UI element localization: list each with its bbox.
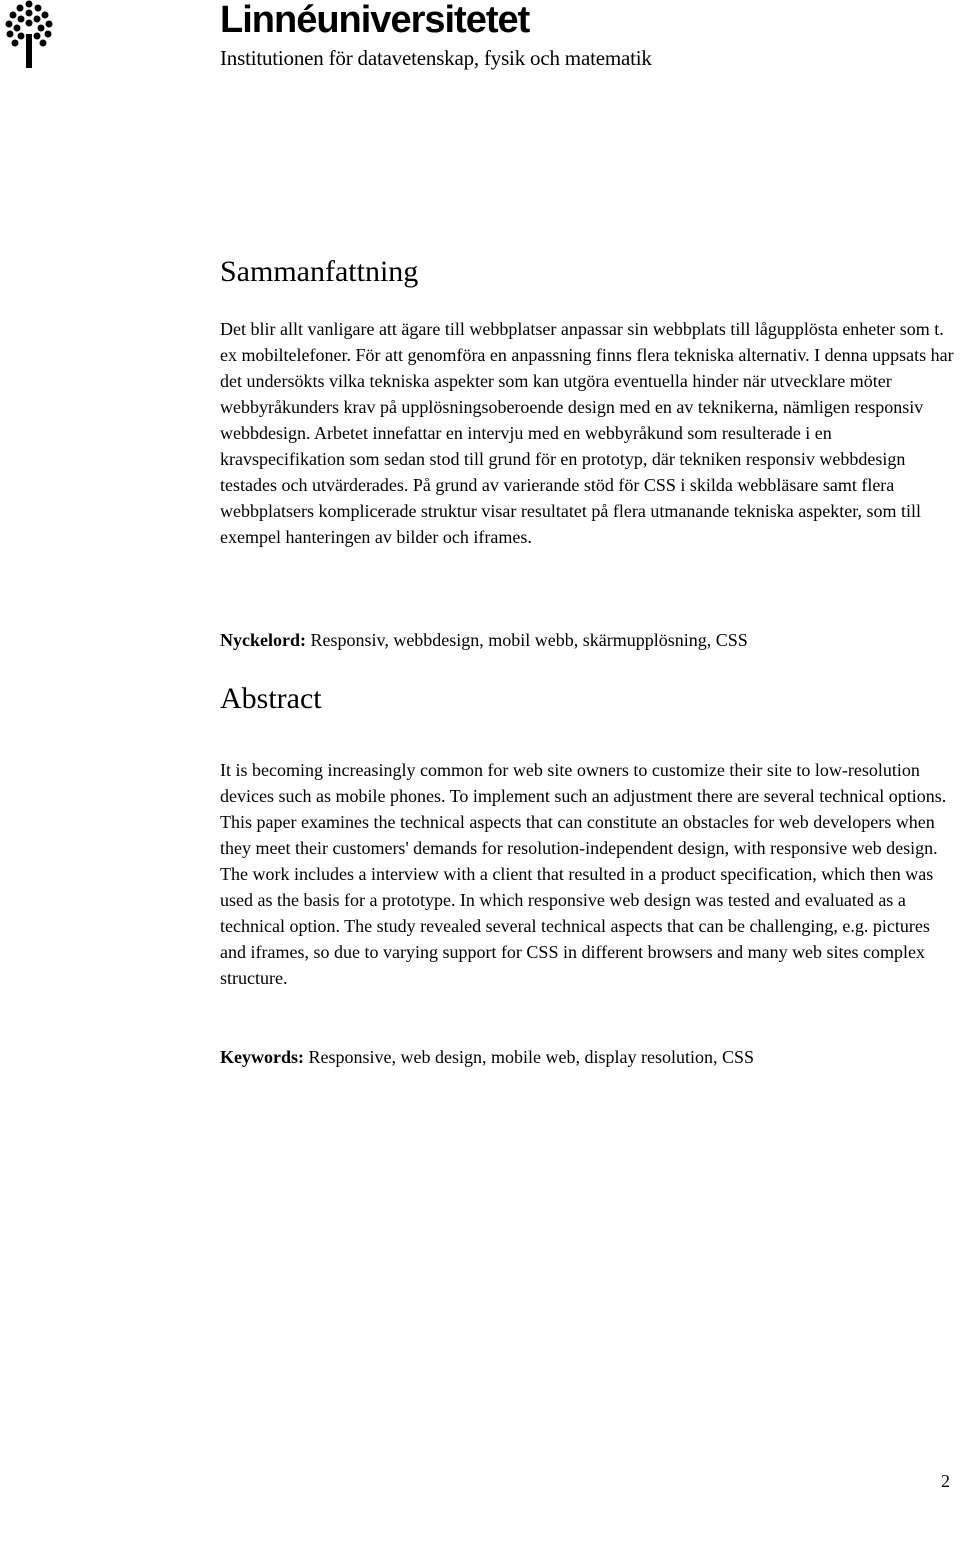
university-name: Linnéuniversitetet <box>220 0 530 41</box>
department-name: Institutionen för datavetenskap, fysik och matematik <box>220 46 652 70</box>
keywords-line <box>220 1044 754 1070</box>
nyckelord-line <box>220 627 748 653</box>
page-number: 2 <box>941 1471 950 1491</box>
university-logo-tree-icon <box>4 0 56 68</box>
keywords-label: Keywords: <box>220 1047 304 1067</box>
sammanfattning-body: Det blir allt vanligare att ägare till webbplatser anpassar sin webbplats till lågupplösta enheter som t. ex mobiltelefoner. För att genomföra en anpassning finns flera tekniska alternativ. I denna uppsats har det undersökts vilka tekniska aspekter som kan utgöra eventuella hinder när utvecklare möter webbyråkunders krav på upplösningsoberoende design med en av teknikerna, nämligen responsiv webbdesign. Arbetet innefattar en intervju med en webbyråkund som resulterade i en kravspecifikation som sedan stod till grund för en prototyp, där tekniken responsiv webbdesign testades och utvärderades. På grund av varierande stöd för CSS i skilda webbläsare samt flera webbplatsers komplicerade struktur visar resultatet på flera utmanande tekniska aspekter, som till exempel hanteringen av bilder och iframes. <box>220 319 954 547</box>
abstract-heading: Abstract <box>220 682 322 715</box>
keywords-values: Responsive, web design, mobile web, display resolution, CSS <box>308 1047 754 1067</box>
abstract-body: It is becoming increasingly common for web site owners to customize their site to low-resolution devices such as mobile phones. To implement such an adjustment there are several technical options. This paper examines the technical aspects that can constitute an obstacles for web developers when they meet their customers' demands for resolution-independent design, with responsive web design. The work includes a interview with a client that resulted in a product specification, which then was used as the basis for a prototype. In which responsive web design was tested and evaluated as a technical option. The study revealed several technical aspects that can be challenging, e.g. pictures and iframes, so due to varying support for CSS in different browsers and many web sites complex structure. <box>220 760 947 988</box>
nyckelord-values: Responsiv, webbdesign, mobil webb, skärmupplösning, CSS <box>310 630 748 650</box>
sammanfattning-heading: Sammanfattning <box>220 255 419 288</box>
nyckelord-label: Nyckelord: <box>220 630 306 650</box>
